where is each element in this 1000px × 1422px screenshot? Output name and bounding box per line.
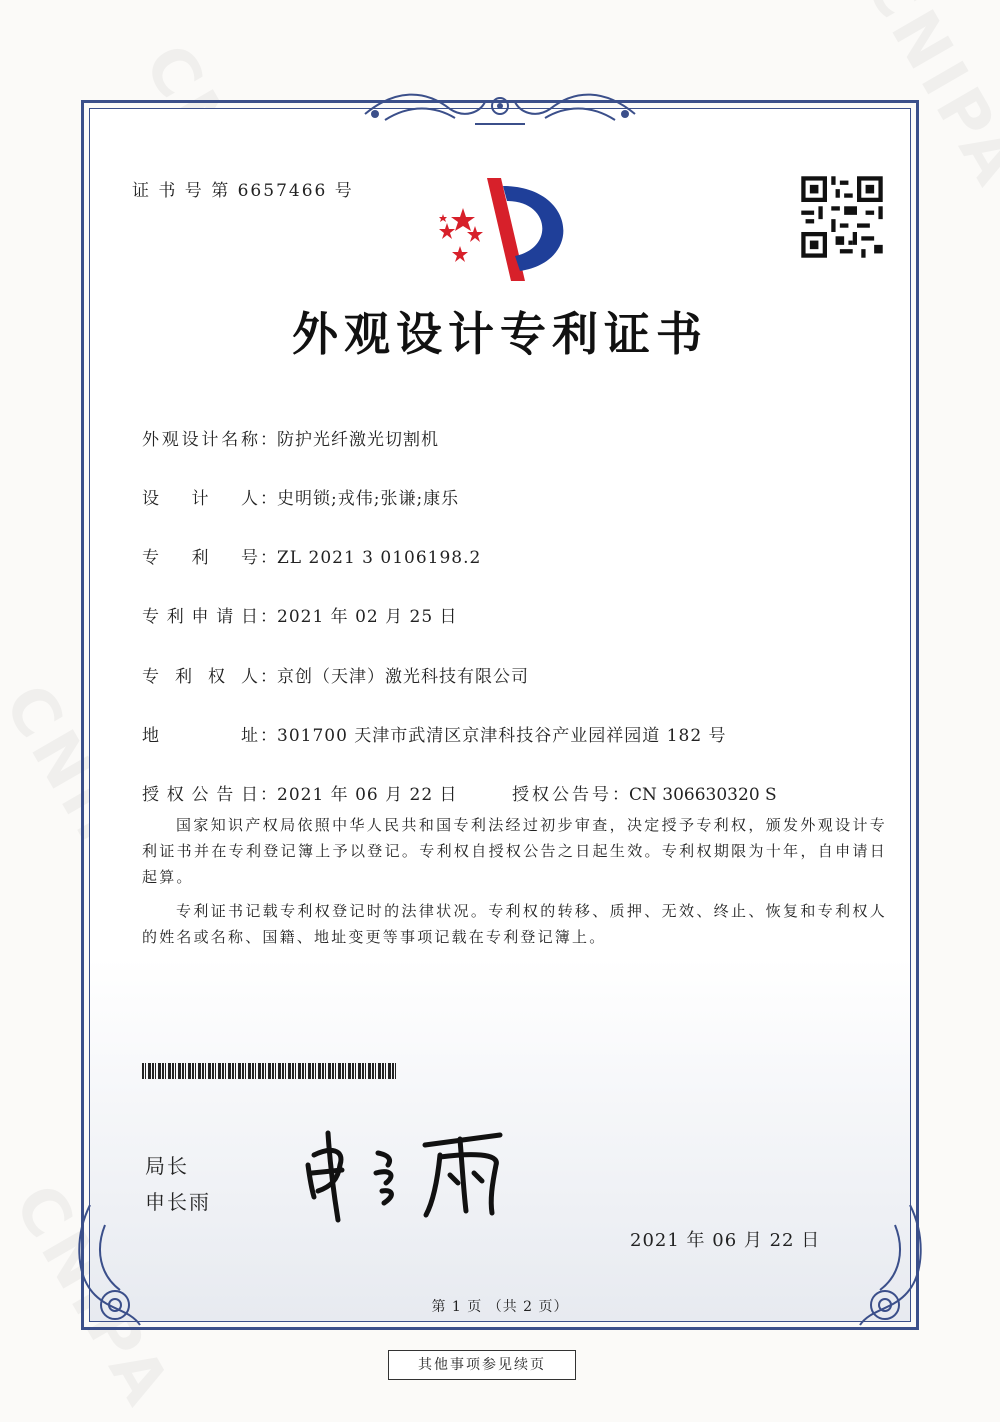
signature-date: 2021 年 06 月 22 日 (630, 1230, 821, 1251)
field-address: 地址：301700 天津市武清区京津科技谷产业园祥园道 182 号 (142, 721, 727, 746)
director-name: 申长雨 (145, 1190, 211, 1214)
field-value: ZL 2021 3 0106198.2 (277, 548, 482, 568)
field-label: 地址 (142, 726, 260, 746)
signature (300, 1125, 530, 1225)
field-filing-date: 专利申请日：2021 年 02 月 25 日 (142, 602, 458, 627)
field-design-name: 外观设计名称：防护光纤激光切割机 (142, 425, 439, 450)
field-value: 史明锁;戎伟;张谦;康乐 (277, 489, 460, 509)
field-label: 专利号 (142, 548, 260, 568)
corner-ornament-icon (70, 1195, 160, 1345)
corner-ornament-icon (840, 1195, 930, 1345)
footer-note: 其他事项参见续页 (388, 1350, 576, 1380)
field-grant-announcement-number: 授权公告号：CN 306630320 S (512, 785, 777, 805)
field-value: 防护光纤激光切割机 (277, 430, 439, 450)
field-label: 授权公告号 (512, 785, 612, 805)
field-value: 京创（天津）激光科技有限公司 (277, 667, 529, 687)
page-title: 外观设计专利证书 (292, 307, 708, 361)
cnipa-logo-icon (425, 176, 575, 286)
legal-paragraph: 专利证书记载专利权登记时的法律状况。专利权的转移、质押、无效、终止、恢复和专利权人的姓名或名称、国籍、地址变更等事项记载在专利登记簿上。 (142, 902, 887, 946)
field-label: 专利权人 (142, 667, 260, 687)
field-grant-date: 授权公告日：2021 年 06 月 22 日 (142, 780, 458, 805)
field-value: 2021 年 02 月 25 日 (277, 607, 458, 627)
certificate-number: 证 书 号 第 6657466 号 (132, 181, 354, 201)
legal-paragraph: 国家知识产权局依照中华人民共和国专利法经过初步审查，决定授予专利权，颁发外观设计专利证书并在专利登记簿上予以登记。专利权自授权公告之日起生效。专利权期限为十年，自申请日起算。 (142, 816, 887, 886)
field-label: 外观设计名称 (142, 430, 260, 450)
page-number: 第 1 页 （共 2 页） (431, 1299, 569, 1315)
field-patentee: 专利权人：京创（天津）激光科技有限公司 (142, 662, 529, 687)
field-value: 301700 天津市武清区京津科技谷产业园祥园道 182 号 (277, 726, 727, 746)
top-ornament-icon (355, 84, 645, 132)
field-designer: 设计人：史明锁;戎伟;张谦;康乐 (142, 484, 459, 509)
field-label: 专利申请日 (142, 607, 260, 627)
field-value: CN 306630320 S (629, 785, 777, 805)
director-title: 局长 (145, 1154, 189, 1178)
qr-code-icon (797, 172, 887, 262)
field-label: 设计人 (142, 489, 260, 509)
field-label: 授权公告日 (142, 785, 260, 805)
field-value: 2021 年 06 月 22 日 (277, 785, 458, 805)
field-patent-number: 专利号：ZL 2021 3 0106198.2 (142, 543, 481, 568)
barcode-icon (142, 1063, 398, 1079)
